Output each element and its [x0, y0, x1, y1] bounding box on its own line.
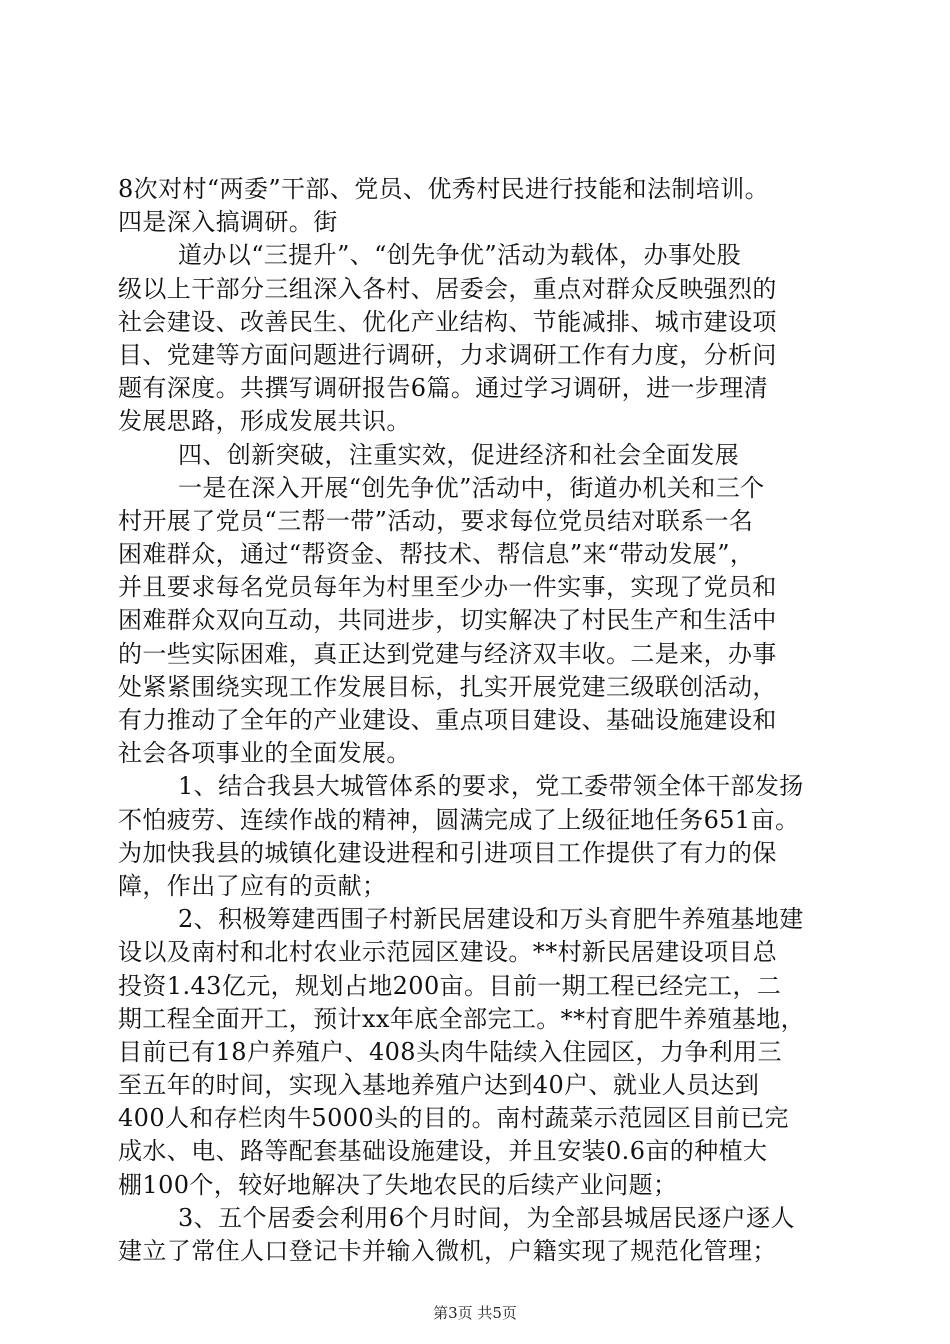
text-line: 1、结合我县大城管体系的要求，党工委带领全体干部发扬	[178, 772, 804, 801]
text-line: 期工程全面开工，预计xx年底全部完工。**村育肥牛养殖基地，	[118, 1004, 806, 1033]
text-line: 2、积极筹建西围子村新民居建设和万头育肥牛养殖基地建	[178, 905, 804, 934]
text-line: 至五年的时间，实现入基地养殖户达到40户、就业人员达到	[118, 1071, 760, 1100]
text-line: 不怕疲劳、连续作战的精神，圆满完成了上级征地任务651亩。	[118, 805, 800, 834]
text-line: 道办以“三提升”、“创先争优”活动为载体，办事处股	[178, 241, 742, 270]
text-line: 8次对村“两委”干部、党员、优秀村民进行技能和法制培训。	[118, 175, 770, 203]
text-line: 棚100个，较好地解决了失地农民的后续产业问题；	[118, 1170, 678, 1199]
text-line: 四是深入搞调研。街	[118, 208, 338, 237]
text-line: 发展思路，形成发展共识。	[118, 407, 411, 436]
text-line: 投资1.43亿元，规划占地200亩。目前一期工程已经完工，二	[118, 971, 782, 1000]
text-line: 一是在深入开展“创先争优”活动中，街道办机关和三个	[178, 473, 765, 502]
text-line: 3、五个居委会利用6个月时间，为全部县城居民逐户逐人	[178, 1203, 795, 1232]
text-line: 目、党建等方面问题进行调研，力求调研工作有力度，分析问	[118, 340, 777, 369]
page-footer: 第3页 共5页	[433, 1304, 517, 1322]
text-line: 障，作出了应有的贡献；	[118, 871, 387, 900]
text-line: 困难群众双向互动，共同进步，切实解决了村民生产和生活中	[118, 606, 777, 635]
text-line: 四、创新突破，注重实效，促进经济和社会全面发展	[178, 440, 740, 469]
text-line: 的一些实际困难，真正达到党建与经济双丰收。二是来，办事	[118, 639, 777, 668]
text-line: 400人和存栏肉牛5000头的目的。南村蔬菜示范园区目前已完	[118, 1104, 789, 1133]
text-line: 社会建设、改善民生、优化产业结构、节能减排、城市建设项	[118, 307, 777, 336]
text-line: 并且要求每名党员每年为村里至少办一件实事，实现了党员和	[118, 573, 777, 602]
text-line: 村开展了党员“三帮一带”活动，要求每位党员结对联系一名	[118, 506, 754, 535]
text-line: 建立了常住人口登记卡并输入微机，户籍实现了规范化管理；	[118, 1237, 777, 1265]
text-line: 级以上干部分三组深入各村、居委会，重点对群众反映强烈的	[118, 274, 777, 303]
text-line: 题有深度。共撰写调研报告6篇。通过学习调研，进一步理清	[118, 374, 769, 403]
text-line: 成水、电、路等配套基础设施建设，并且安装0.6亩的种植大	[118, 1137, 768, 1166]
document-body	[118, 173, 838, 1268]
text-line: 为加快我县的城镇化建设进程和引进项目工作提供了有力的保	[118, 838, 777, 867]
text-line: 设以及南村和北村农业示范园区建设。**村新民居建设项目总	[118, 938, 778, 967]
text-line: 社会各项事业的全面发展。	[118, 739, 411, 768]
text-line: 困难群众，通过“帮资金、帮技术、帮信息”来“带动发展”，	[118, 540, 755, 569]
text-line: 处紧紧围绕实现工作发展目标，扎实开展党建三级联创活动，	[118, 672, 777, 701]
text-line: 有力推动了全年的产业建设、重点项目建设、基础设施建设和	[118, 706, 777, 734]
text-line: 目前已有18户养殖户、408头肉牛陆续入住园区，力争利用三	[118, 1037, 782, 1066]
